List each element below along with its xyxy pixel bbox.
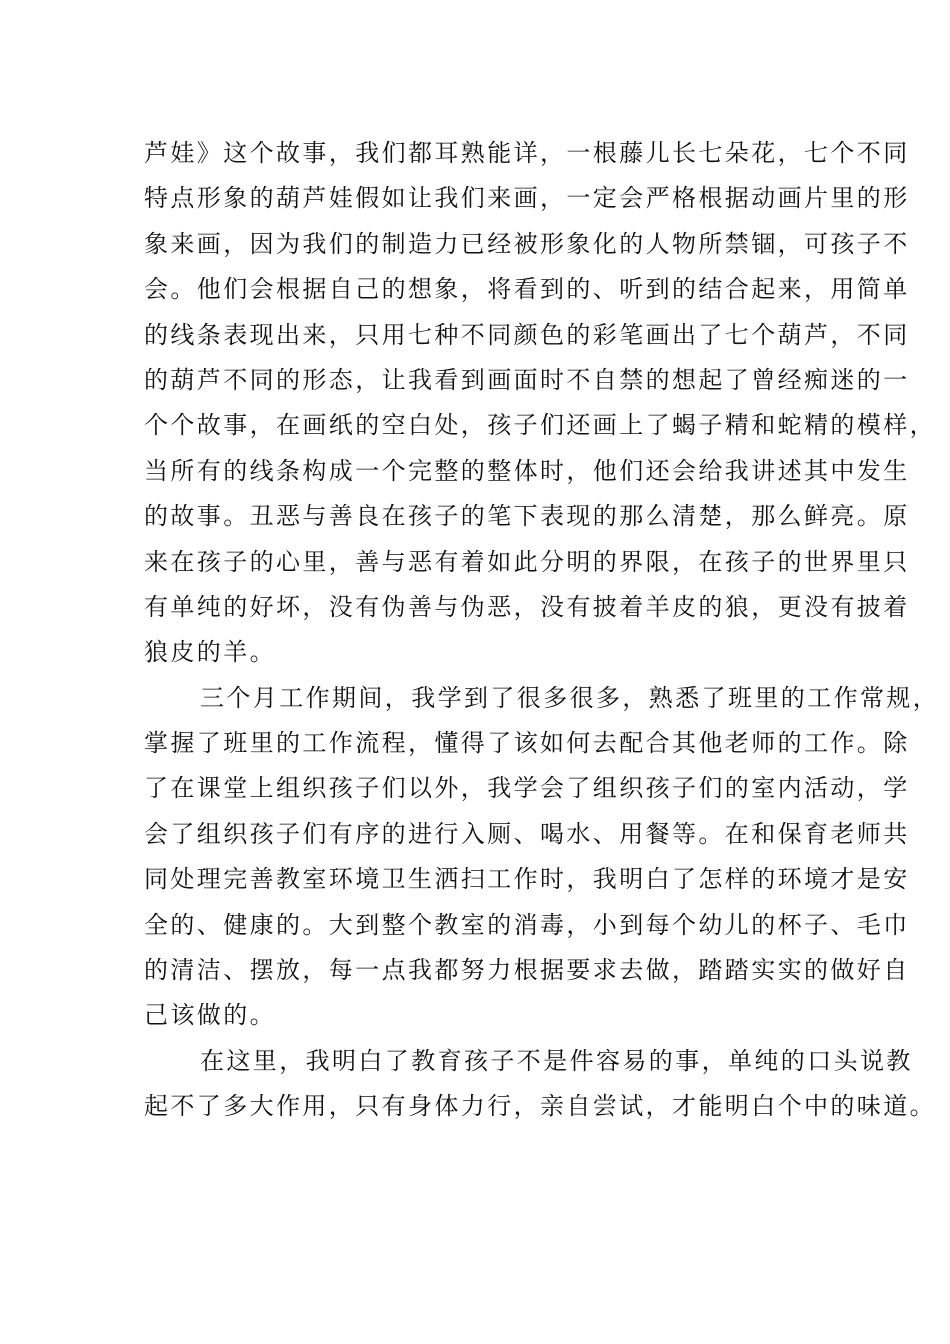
text-line: 的葫芦不同的形态，让我看到画面时不自禁的想起了曾经痴迷的一	[144, 365, 910, 394]
paragraph-1	[144, 131, 936, 676]
text-line: 全的、健康的。大到整个教室的消毒，小到每个幼儿的杯子、毛巾	[144, 910, 910, 939]
text-line: 当所有的线条构成一个完整的整体时，他们还会给我讲述其中发生	[144, 456, 910, 485]
paragraph-2	[144, 676, 940, 1039]
text-line: 芦娃》这个故事，我们都耳熟能详，一根藤儿长七朵花，七个不同	[144, 139, 910, 167]
text-line: 象来画，因为我们的制造力已经被形象化的人物所禁锢，可孩子不	[144, 229, 910, 258]
body-text	[144, 131, 940, 1130]
text-line: 有单纯的好坏，没有伪善与伪恶，没有披着羊皮的狼，更没有披着	[144, 592, 910, 621]
text-line: 在这里，我明白了教育孩子不是件容易的事，单纯的口头说教	[200, 1046, 913, 1075]
text-line: 个个故事，在画纸的空白处，孩子们还画上了蝎子精和蛇精的模样，	[144, 411, 936, 440]
text-line: 会。他们会根据自己的想象，将看到的、听到的结合起来，用简单	[144, 275, 910, 304]
text-line: 的故事。丑恶与善良在孩子的笔下表现的那么清楚，那么鲜亮。原	[144, 502, 910, 531]
paragraph-3	[144, 1039, 936, 1130]
text-line: 的线条表现出来，只用七种不同颜色的彩笔画出了七个葫芦，不同	[144, 320, 910, 349]
text-line: 同处理完善教室环境卫生洒扫工作时，我明白了怎样的环境才是安	[144, 865, 910, 894]
text-line: 起不了多大作用，只有身体力行，亲自尝试，才能明白个中的味道。	[144, 1092, 936, 1121]
text-line: 掌握了班里的工作流程，懂得了该如何去配合其他老师的工作。除	[144, 729, 910, 758]
text-line: 了在课堂上组织孩子们以外，我学会了组织孩子们的室内活动，学	[144, 774, 910, 803]
text-line: 己该做的。	[144, 1001, 276, 1030]
text-line: 三个月工作期间，我学到了很多很多，熟悉了班里的工作常规，	[200, 683, 940, 712]
text-line: 来在孩子的心里，善与恶有着如此分明的界限，在孩子的世界里只	[144, 547, 910, 576]
text-line: 狼皮的羊。	[144, 638, 276, 667]
text-line: 的清洁、摆放，每一点我都努力根据要求去做，踏踏实实的做好自	[144, 956, 910, 985]
text-line: 会了组织孩子们有序的进行入厕、喝水、用餐等。在和保育老师共	[144, 819, 910, 848]
text-line: 特点形象的葫芦娃假如让我们来画，一定会严格根据动画片里的形	[144, 184, 910, 213]
